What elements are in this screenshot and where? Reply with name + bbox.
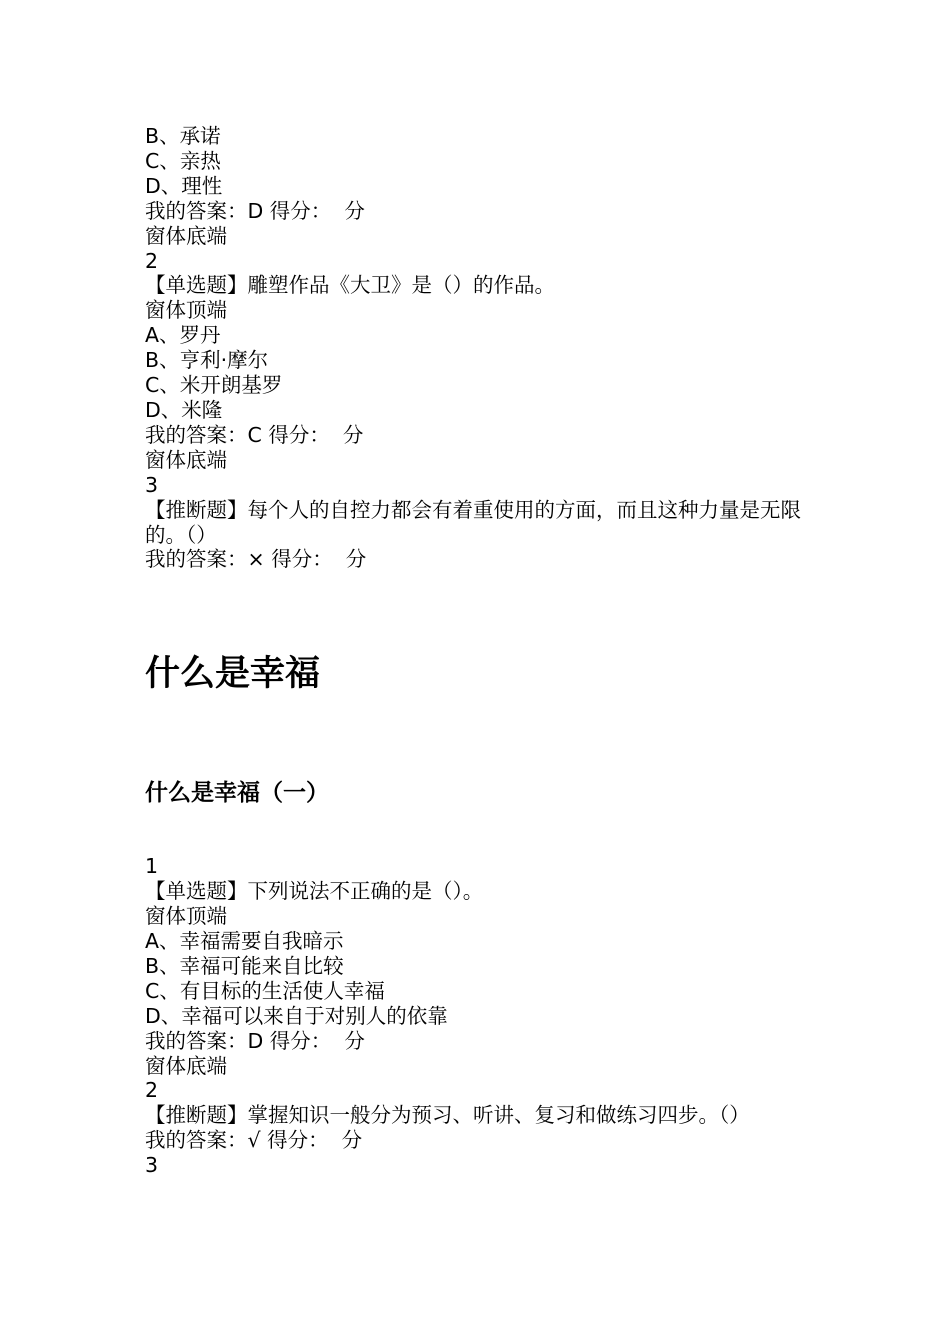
form-bottom-marker: 窗体底端 [145,447,227,472]
question-text: 【单选题】下列说法不正确的是（）。 [145,879,484,904]
form-bottom-marker: 窗体底端 [145,1053,227,1078]
option-d: D、理性 [145,173,223,198]
form-bottom-marker: 窗体底端 [145,223,227,248]
form-top-marker: 窗体顶端 [145,298,227,323]
form-top-marker: 窗体顶端 [145,904,227,929]
judge-question-text: 【推断题】每个人的自控力都会有着重使用的方面，而且这种力量是无限的。（） [145,497,801,547]
option-c: C、亲热 [145,148,221,173]
question-block-b [145,854,825,1178]
question-block-a [145,124,825,572]
option-b: B、幸福可能来自比较 [145,953,344,978]
question-number: 1 [145,854,159,879]
question-number: 2 [145,1078,159,1103]
question-number: 2 [145,248,159,273]
my-answer: 我的答案：C 得分： 分 [145,422,364,447]
my-answer: 我的答案：× 得分： 分 [145,547,367,572]
judge-question-text: 【推断题】掌握知识一般分为预习、听讲、复习和做练习四步。（） [145,1103,750,1128]
option-c: C、米开朗基罗 [145,373,283,398]
my-answer: 我的答案：D 得分： 分 [145,1028,365,1053]
document-page [145,124,825,1178]
my-answer: 我的答案：√ 得分： 分 [145,1128,363,1153]
option-a: A、罗丹 [145,323,221,348]
option-d: D、幸福可以来自于对别人的依靠 [145,1003,448,1028]
option-a: A、幸福需要自我暗示 [145,929,344,954]
question-text: 【单选题】雕塑作品《大卫》是（）的作品。 [145,273,555,298]
question-number: 3 [145,1153,159,1178]
option-b: B、承诺 [145,124,221,148]
question-number: 3 [145,472,159,497]
my-answer: 我的答案：D 得分： 分 [145,198,365,223]
option-b: B、亨利·摩尔 [145,348,269,373]
chapter-title: 什么是幸福 [145,654,321,695]
section-title: 什么是幸福（一） [145,780,329,807]
option-c: C、有目标的生活使人幸福 [145,978,385,1003]
option-d: D、米隆 [145,397,223,422]
